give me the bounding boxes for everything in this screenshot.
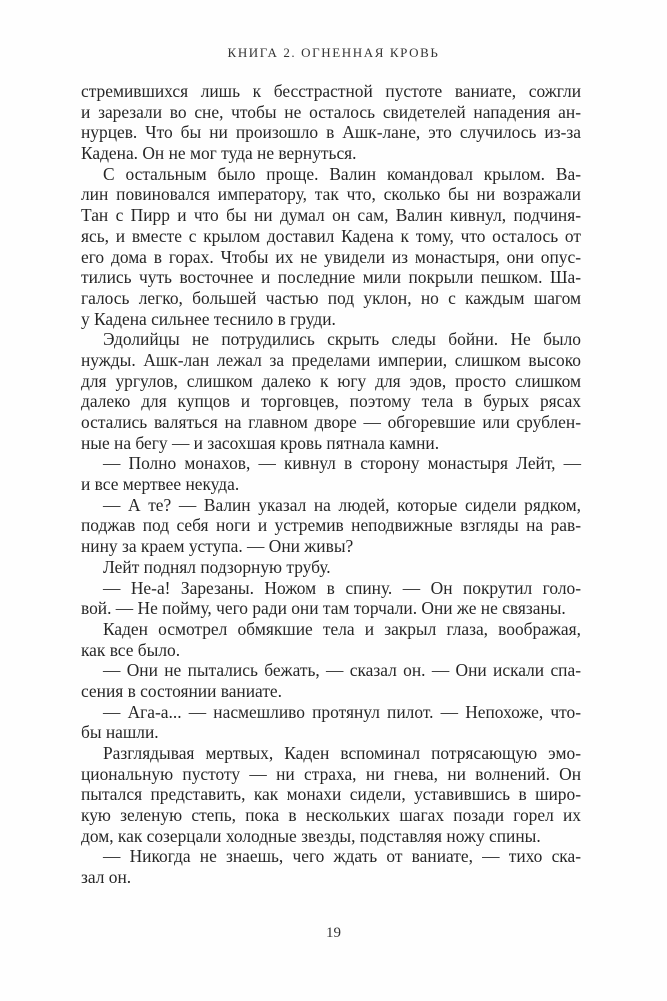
text-line: пытался представить, как монахи сидели, уставившись в широ- bbox=[81, 784, 581, 805]
text-line: зал он. bbox=[81, 867, 132, 888]
text-line: стремившихся лишь к бесстрастной пустоте ваниате, сожгли bbox=[81, 81, 581, 101]
text-line: дом, как созерцали холодные звезды, подставляя ножу спины. bbox=[81, 825, 541, 846]
text-line: — Полно монахов, — кивнул в сторону монастыря Лейт, — bbox=[103, 453, 581, 474]
paragraph bbox=[81, 619, 581, 660]
text-line: сения в состоянии ваниате. bbox=[81, 680, 282, 701]
paragraph bbox=[81, 660, 581, 701]
paragraph bbox=[81, 164, 581, 330]
text-line: Каден осмотрел обмякшие тела и закрыл глаза, воображая, bbox=[103, 618, 581, 639]
paragraph bbox=[81, 743, 581, 846]
text-line: циональную пустоту — ни страха, ни гнева, ни волнений. Он bbox=[81, 763, 581, 784]
text-line: его дома в горах. Чтобы их не увидели из монастыря, они опус- bbox=[81, 246, 581, 267]
text-line: у Кадена сильнее теснило в груди. bbox=[81, 308, 336, 329]
text-line: ные на бегу — и засохшая кровь пятнала камни. bbox=[81, 432, 440, 453]
paragraph bbox=[81, 453, 581, 494]
text-line: далеко для купцов и торговцев, поэтому тела в бурых рясах bbox=[81, 391, 581, 412]
text-line: бы нашли. bbox=[81, 722, 159, 743]
text-line: Эдолийцы не потрудились скрыть следы бойни. Не было bbox=[103, 329, 581, 350]
text-line: — А те? — Валин указал на людей, которые сидели рядком, bbox=[103, 494, 581, 515]
paragraph bbox=[81, 702, 581, 743]
text-line: и зарезали во сне, чтобы не осталось свидетелей нападения ан- bbox=[81, 101, 581, 122]
text-line: — Никогда не знаешь, чего ждать от ваниате, — тихо ска- bbox=[103, 846, 581, 867]
text-line: нурцев. Что бы ни произошло в Ашк-лане, это случилось из-за bbox=[81, 122, 581, 143]
paragraph bbox=[81, 329, 581, 453]
running-head-title: КНИГА 2. ОГНЕННАЯ КРОВЬ bbox=[227, 45, 440, 60]
text-line: Лейт поднял подзорную трубу. bbox=[103, 556, 331, 577]
text-line: Кадена. Он не мог туда не вернуться. bbox=[81, 143, 357, 164]
text-line: Тан с Пирр и что бы ни думал он сам, Валин кивнул, подчиня- bbox=[81, 205, 581, 226]
text-line: ясь, и вместе с крылом доставил Кадена к тому, что осталось от bbox=[81, 225, 581, 246]
page-number: 19 bbox=[326, 925, 341, 941]
paragraph bbox=[81, 81, 581, 164]
text-line: поджав под себя ноги и устремив неподвижные взгляды на рав- bbox=[81, 515, 581, 536]
text-line: — Не-а! Зарезаны. Ножом в спину. — Он покрутил голо- bbox=[103, 577, 581, 598]
text-line: как все было. bbox=[81, 639, 181, 660]
body-text bbox=[81, 81, 581, 888]
text-line: остались валяться на главном дворе — обгоревшие или срублен- bbox=[81, 412, 581, 432]
text-line: — Ага-а... — насмешливо протянул пилот. — Непохоже, что- bbox=[103, 701, 581, 722]
text-line: нину за краем уступа. — Они живы? bbox=[81, 536, 354, 557]
paragraph bbox=[81, 846, 581, 887]
text-line: для ургулов, слишком далеко к югу для эдов, просто слишком bbox=[81, 370, 581, 391]
text-line: С остальным было проще. Валин командовал крылом. Ва- bbox=[103, 163, 581, 184]
paragraph bbox=[81, 578, 581, 619]
text-line: вой. — Не пойму, чего ради они там торчали. Они же не связаны. bbox=[81, 598, 566, 619]
paragraph bbox=[81, 495, 581, 557]
text-line: галось легко, большей частью под уклон, но с каждым шагом bbox=[81, 287, 581, 308]
text-line: Разглядывая мертвых, Каден вспоминал потрясающую эмо- bbox=[103, 743, 581, 763]
text-line: — Они не пытались бежать, — сказал он. — Они искали спа- bbox=[103, 660, 581, 681]
text-line: тились чуть восточнее и последние мили покрыли пешком. Ша- bbox=[81, 267, 581, 288]
text-line: кую зеленую степь, пока в нескольких шагах позади горел их bbox=[81, 805, 581, 826]
paragraph bbox=[81, 557, 581, 578]
text-line: нужды. Ашк-лан лежал за пределами империи, слишком высоко bbox=[81, 349, 581, 370]
text-line: лин повиновался императору, так что, сколько бы ни возражали bbox=[81, 184, 581, 205]
text-line: и все мертвее некуда. bbox=[81, 474, 240, 495]
